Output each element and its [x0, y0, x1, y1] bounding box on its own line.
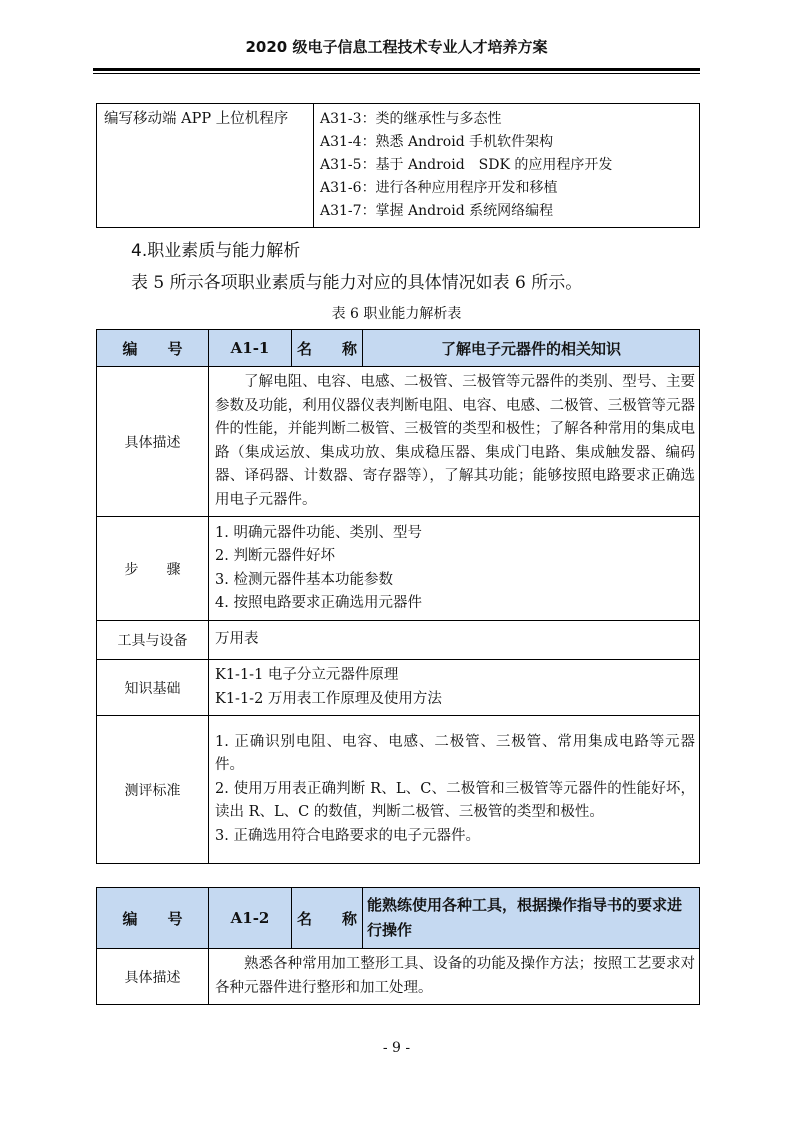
name-label: 名 称	[292, 888, 363, 949]
criteria-label: 测评标准	[97, 716, 209, 864]
table-row	[97, 660, 700, 716]
desc-label: 具体描述	[97, 949, 209, 1005]
code-label: 编 号	[97, 888, 209, 949]
name-label: 名 称	[292, 330, 363, 367]
name-value: 了解电子元器件的相关知识	[363, 330, 700, 367]
page-number: - 9 -	[382, 1040, 411, 1056]
knowledge-list	[209, 660, 700, 716]
criteria-list	[209, 716, 700, 864]
subtask-item: A31-7：掌握 Android 系统网络编程	[320, 203, 554, 219]
steps-list	[209, 517, 700, 621]
desc-label: 具体描述	[97, 367, 209, 517]
table-row	[97, 716, 700, 864]
knowledge-label: 知识基础	[97, 660, 209, 716]
tools-label: 工具与设备	[97, 621, 209, 660]
step-item: 3. 检测元器件基本功能参数	[215, 571, 393, 588]
code-value: A1-2	[209, 888, 292, 949]
tools-text: 万用表	[209, 621, 700, 660]
table-row	[97, 949, 700, 1005]
subtask-item: A31-6：进行各种应用程序开发和移植	[320, 180, 558, 196]
criteria-item: 2. 使用万用表正确判断 R、L、C、二极管和三极管等元器件的性能好坏，读出 R、L、C 的数值，判断二极管、三极管的类型和极性。	[215, 780, 695, 821]
desc-text: 熟悉各种常用加工整形工具、设备的功能及操作方法；按照工艺要求对各种元器件进行整形和加工处理。	[209, 949, 700, 1005]
table-header-row	[97, 330, 700, 367]
ability-table-a1-1	[96, 329, 700, 864]
header-rule-thick	[93, 68, 700, 71]
subtask-item: A31-3：类的继承性与多态性	[320, 111, 502, 127]
criteria-item: 3. 正确选用符合电路要求的电子元器件。	[215, 827, 480, 844]
task-cell: 编写移动端 APP 上位机程序	[97, 104, 314, 228]
table-row	[97, 517, 700, 621]
step-item: 4. 按照电路要求正确选用元器件	[215, 595, 422, 611]
code-label: 编 号	[97, 330, 209, 367]
ability-table-a1-2	[96, 887, 700, 1005]
table-header-row	[97, 888, 700, 949]
subtask-list	[314, 104, 700, 228]
section-paragraph: 表 5 所示各项职业素质与能力对应的具体情况如表 6 所示。	[131, 273, 583, 293]
step-item: 1. 明确元器件功能、类别、型号	[215, 524, 422, 541]
document-header-title: 2020 级电子信息工程技术专业人才培养方案	[245, 38, 548, 56]
table-row	[97, 621, 700, 660]
section-heading: 4.职业素质与能力解析	[131, 241, 301, 261]
subtask-item: A31-5：基于 Android SDK 的应用程序开发	[320, 157, 613, 173]
desc-text: 了解电阻、电容、电感、二极管、三极管等元器件的类别、型号、主要参数及功能，利用仪器仪表判断电阻、电容、电感、二极管、三极管等元器件的性能，并能判断二极管、三极管的类型和极性；了解各种常用的集成电路（集成运放、集成功放、集成稳压器、集成门电路、集成触发器、编码器、译码器、计数器、寄存器等），了解其功能；能够按照电路要求正确选用电子元器件。	[209, 367, 700, 517]
knowledge-item: K1-1-1 电子分立元器件原理	[215, 667, 399, 683]
name-value: 能熟练使用各种工具，根据操作指导书的要求进行操作	[363, 888, 700, 949]
subtask-item: A31-4：熟悉 Android 手机软件架构	[320, 134, 554, 150]
steps-label: 步 骤	[97, 517, 209, 621]
table-caption: 表 6 职业能力解析表	[331, 306, 462, 322]
step-item: 2. 判断元器件好坏	[215, 548, 335, 564]
code-value: A1-1	[209, 330, 292, 367]
table-row	[97, 367, 700, 517]
knowledge-item: K1-1-2 万用表工作原理及使用方法	[215, 690, 442, 707]
header-rule-thin	[93, 73, 700, 74]
criteria-item: 1. 正确识别电阻、电容、电感、二极管、三极管、常用集成电路等元器件。	[215, 733, 695, 774]
continued-table	[96, 103, 700, 228]
